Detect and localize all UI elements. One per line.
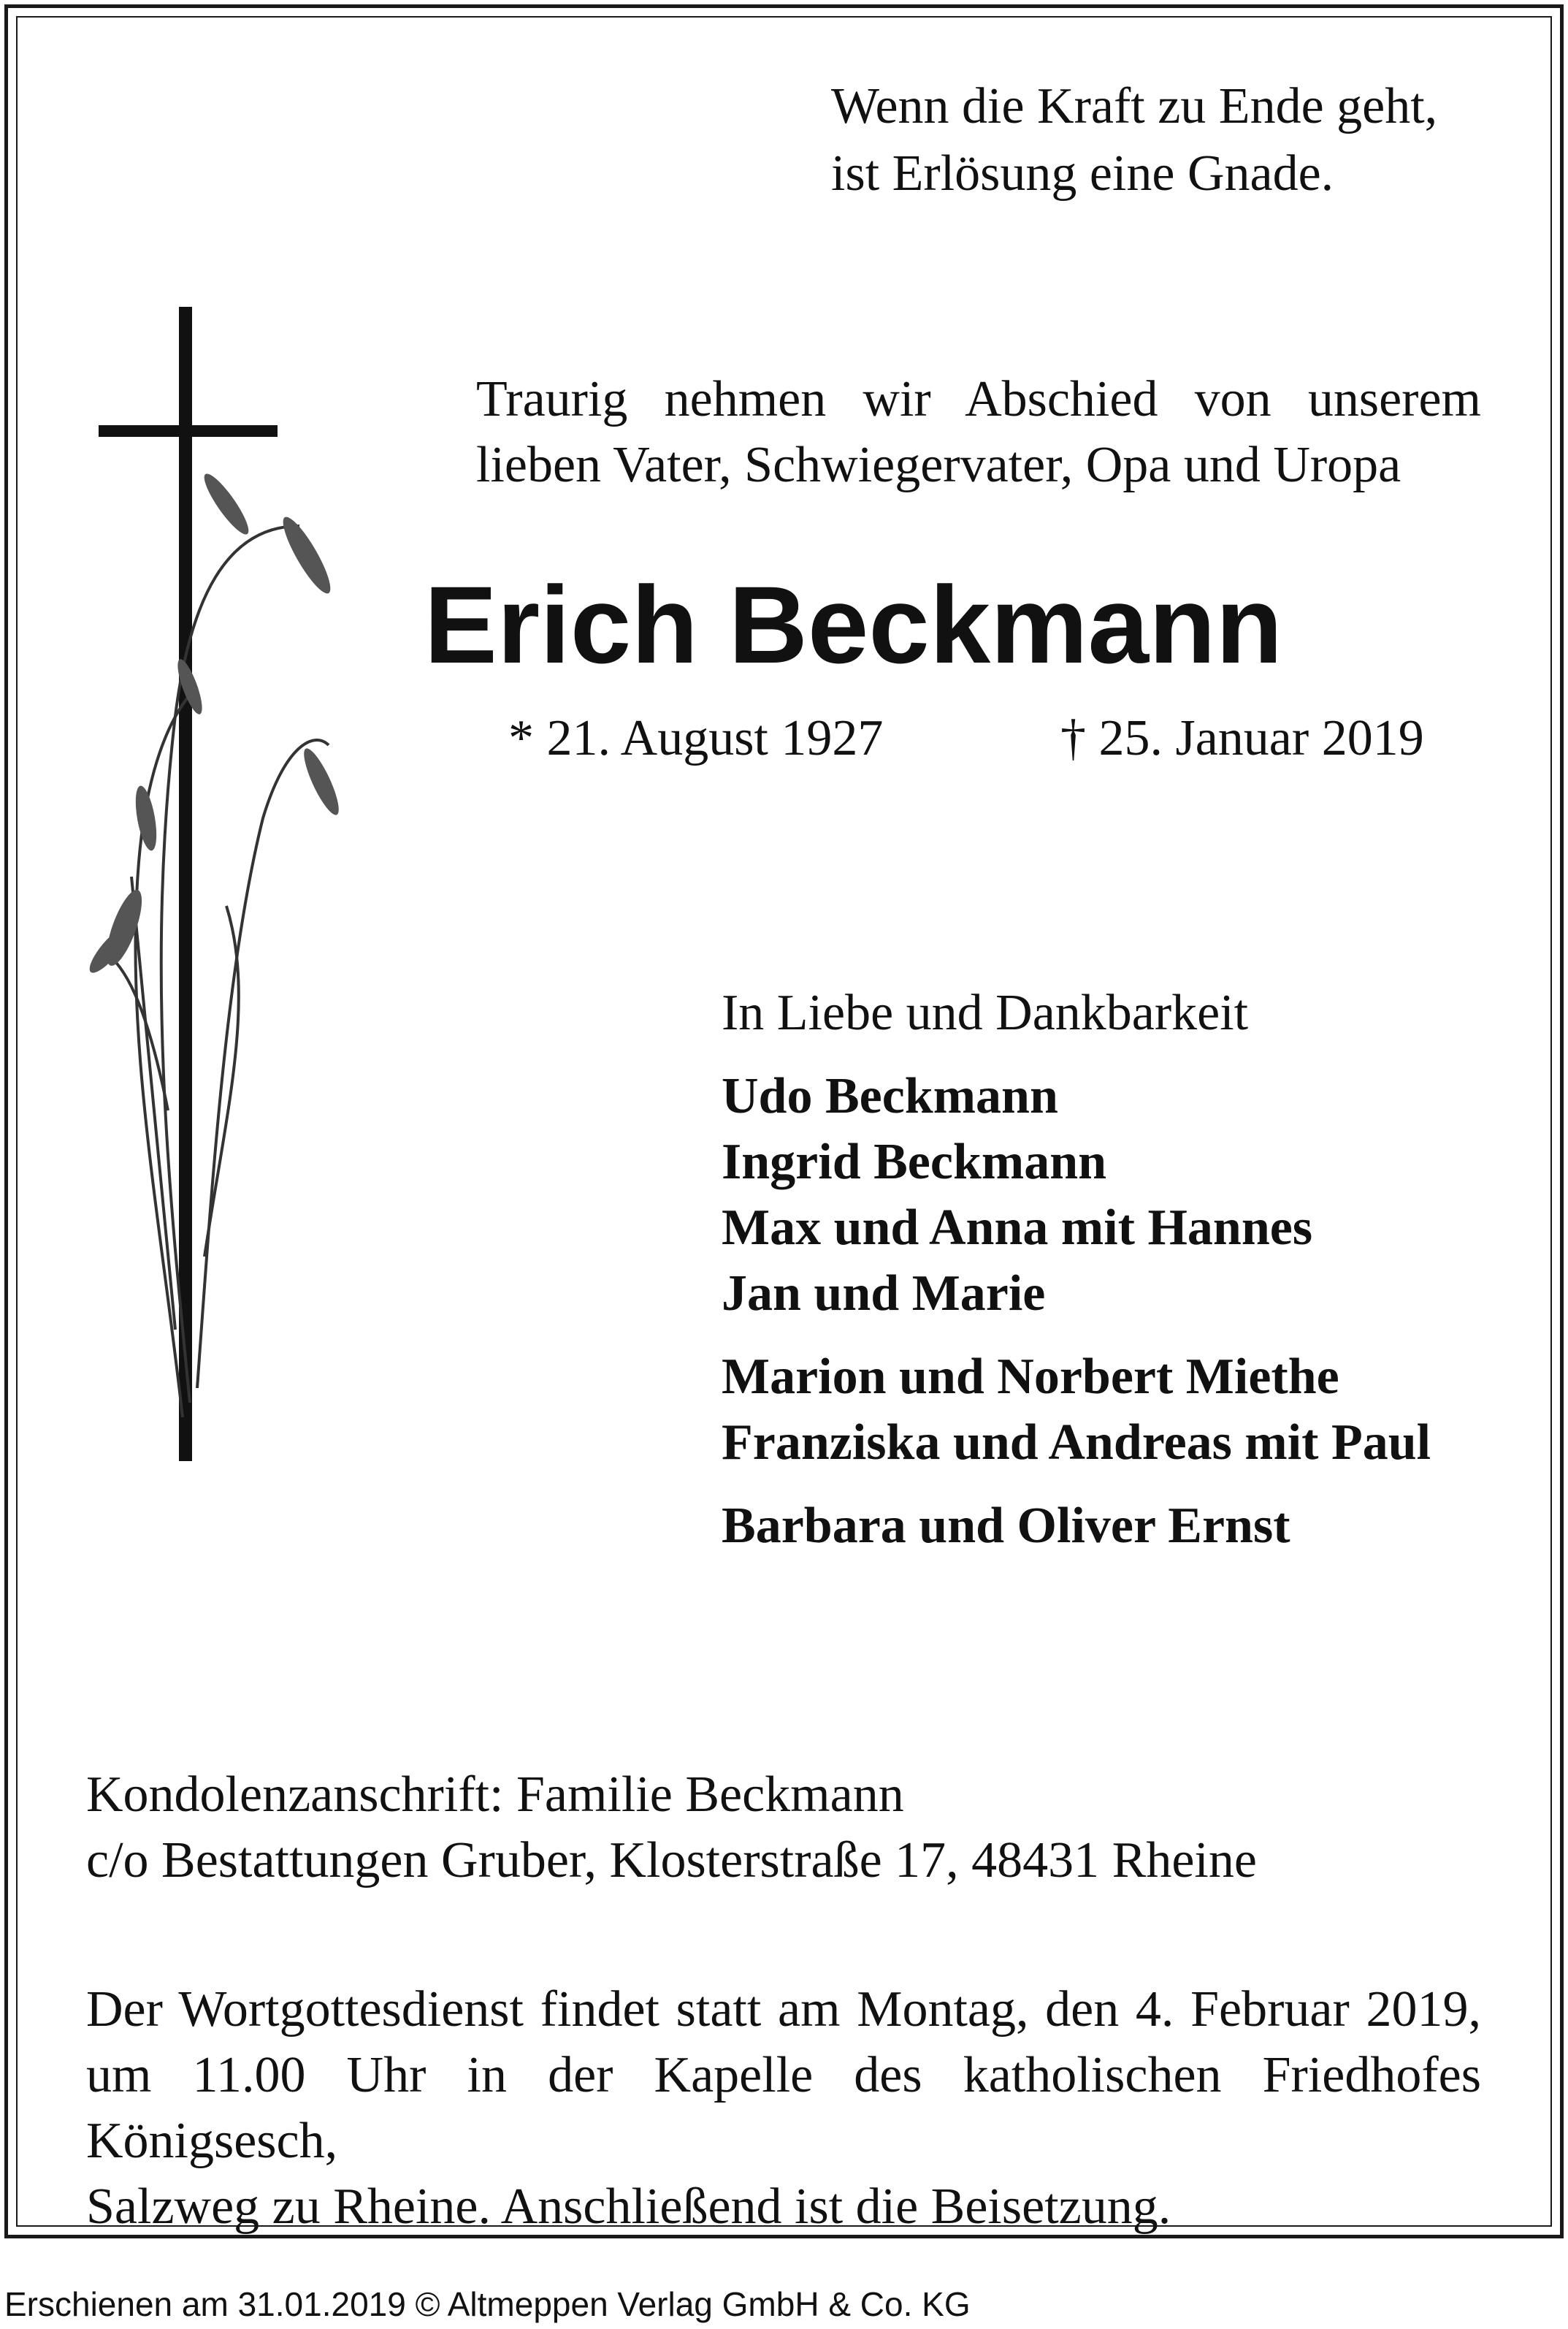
service-info (86, 1977, 1481, 2240)
mourner-name: Ingrid Beckmann (722, 1134, 1107, 1190)
birth-date: * 21. August 1927 (508, 710, 884, 766)
service-line: um 11.00 Uhr in der Kapelle des katholischen Friedhofes Königsesch, (86, 2047, 1481, 2169)
mourner-name: Franziska und Andreas mit Paul (722, 1414, 1431, 1471)
service-line: Der Wortgottesdienst findet statt am Montag, den 4. Februar 2019, (86, 1981, 1481, 2038)
condolence-address (86, 1762, 1257, 1894)
mourners-intro: In Liebe und Dankbarkeit (722, 985, 1249, 1041)
mourner-name: Udo Beckmann (722, 1068, 1058, 1124)
motto-line: ist Erlösung eine Gnade. (831, 145, 1334, 202)
motto-line: Wenn die Kraft zu Ende geht, (831, 78, 1438, 134)
mourner-name: Jan und Marie (722, 1265, 1046, 1322)
mourner-group (722, 1493, 1431, 1559)
mourner-name: Marion und Norbert Miethe (722, 1349, 1339, 1405)
intro-line: lieben Vater, Schwiegervater, Opa und Uropa (476, 437, 1401, 493)
death-date: † 25. Januar 2019 (1060, 710, 1424, 766)
cross-with-wheat-icon (80, 307, 431, 1476)
mourner-group (722, 1344, 1431, 1476)
mourners-list (722, 1064, 1431, 1577)
condolence-line: Kondolenzanschrift: Familie Beckmann (86, 1766, 904, 1823)
condolence-line: c/o Bestattungen Gruber, Klosterstraße 17, 48431 Rheine (86, 1832, 1257, 1888)
intro-line: Traurig nehmen wir Abschied von unserem (476, 371, 1481, 427)
publication-footer: Erschienen am 31.01.2019 © Altmeppen Verlag GmbH & Co. KG (4, 2285, 971, 2323)
deceased-name: Erich Beckmann (424, 563, 1283, 686)
mourner-name: Barbara und Oliver Ernst (722, 1498, 1290, 1554)
mourner-group (722, 1064, 1431, 1327)
motto (831, 73, 1437, 207)
intro-text (476, 367, 1481, 498)
mourner-name: Max und Anna mit Hannes (722, 1200, 1313, 1256)
service-line: Salzweg zu Rheine. Anschließend ist die Beisetzung. (86, 2179, 1171, 2235)
